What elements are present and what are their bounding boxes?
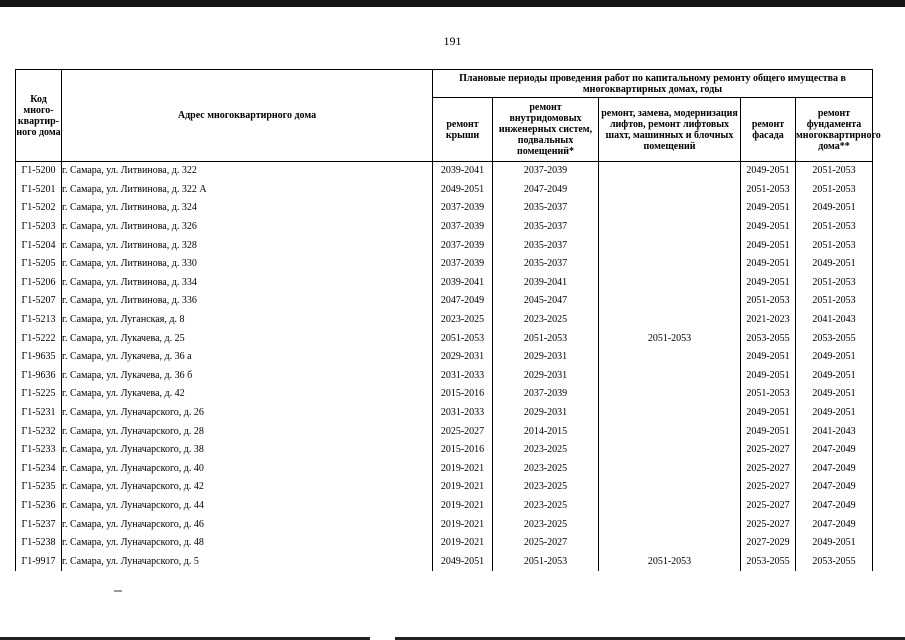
facade-period-cell: 2025-2027 <box>741 515 796 534</box>
house-code-cell: Г1-5233 <box>16 441 62 460</box>
facade-period-cell: 2053-2055 <box>741 552 796 571</box>
roof-period-cell: 2019-2021 <box>433 497 493 516</box>
roof-period-cell: 2051-2053 <box>433 329 493 348</box>
facade-period-cell: 2051-2053 <box>741 292 796 311</box>
address-cell: г. Самара, ул. Луначарского, д. 46 <box>62 515 433 534</box>
table-row <box>16 422 873 441</box>
facade-period-cell: 2049-2051 <box>741 218 796 237</box>
table-row <box>16 236 873 255</box>
facade-period-cell: 2049-2051 <box>741 162 796 181</box>
facade-period-cell: 2049-2051 <box>741 404 796 423</box>
facade-period-cell: 2049-2051 <box>741 422 796 441</box>
elevators-period-cell <box>599 199 741 218</box>
systems-period-cell: 2035-2037 <box>493 236 599 255</box>
table-row <box>16 162 873 181</box>
elevators-period-cell <box>599 311 741 330</box>
roof-period-cell: 2037-2039 <box>433 236 493 255</box>
elevators-period-cell <box>599 515 741 534</box>
foundation-period-cell: 2049-2051 <box>796 534 873 553</box>
address-cell: г. Самара, ул. Литвинова, д. 322 <box>62 162 433 181</box>
facade-period-cell: 2049-2051 <box>741 199 796 218</box>
facade-period-cell: 2027-2029 <box>741 534 796 553</box>
facade-period-cell: 2025-2027 <box>741 460 796 479</box>
foundation-period-cell: 2049-2051 <box>796 348 873 367</box>
table-row <box>16 199 873 218</box>
house-code-cell: Г1-5236 <box>16 497 62 516</box>
roof-period-cell: 2049-2051 <box>433 552 493 571</box>
scan-top-border <box>0 0 905 7</box>
address-cell: г. Самара, ул. Луначарского, д. 40 <box>62 460 433 479</box>
roof-period-cell: 2019-2021 <box>433 534 493 553</box>
facade-period-cell: 2053-2055 <box>741 329 796 348</box>
foundation-period-cell: 2051-2053 <box>796 292 873 311</box>
address-cell: г. Самара, ул. Лукачева, д. 25 <box>62 329 433 348</box>
table-row <box>16 441 873 460</box>
foundation-period-cell: 2041-2043 <box>796 422 873 441</box>
systems-period-cell: 2023-2025 <box>493 460 599 479</box>
systems-period-cell: 2045-2047 <box>493 292 599 311</box>
foundation-period-cell: 2049-2051 <box>796 255 873 274</box>
foundation-period-cell: 2051-2053 <box>796 162 873 181</box>
systems-period-cell: 2035-2037 <box>493 255 599 274</box>
house-code-cell: Г1-5213 <box>16 311 62 330</box>
elevators-period-cell <box>599 422 741 441</box>
table-row <box>16 552 873 571</box>
elevators-period-cell <box>599 460 741 479</box>
address-cell: г. Самара, ул. Литвинова, д. 328 <box>62 236 433 255</box>
systems-period-cell: 2023-2025 <box>493 515 599 534</box>
systems-period-cell: 2037-2039 <box>493 385 599 404</box>
foundation-period-cell: 2047-2049 <box>796 460 873 479</box>
house-code-cell: Г1-5237 <box>16 515 62 534</box>
table-row <box>16 497 873 516</box>
header-roof-repair: ремонт крыши <box>433 98 493 162</box>
elevators-period-cell <box>599 478 741 497</box>
table-row <box>16 478 873 497</box>
address-cell: г. Самара, ул. Луначарского, д. 42 <box>62 478 433 497</box>
roof-period-cell: 2029-2031 <box>433 348 493 367</box>
header-house-code: Код много-квартир-ного дома <box>16 70 62 162</box>
address-cell: г. Самара, ул. Луначарского, д. 26 <box>62 404 433 423</box>
roof-period-cell: 2049-2051 <box>433 181 493 200</box>
foundation-period-cell: 2051-2053 <box>796 181 873 200</box>
table-row <box>16 311 873 330</box>
header-planned-periods: Плановые периоды проведения работ по капитальному ремонту общего имущества в многоквартирных домах, годы <box>433 70 873 98</box>
elevators-period-cell <box>599 255 741 274</box>
elevators-period-cell <box>599 292 741 311</box>
facade-period-cell: 2049-2051 <box>741 236 796 255</box>
systems-period-cell: 2035-2037 <box>493 218 599 237</box>
table-row <box>16 218 873 237</box>
elevators-period-cell <box>599 367 741 386</box>
foundation-period-cell: 2047-2049 <box>796 441 873 460</box>
table-row <box>16 367 873 386</box>
table-row <box>16 460 873 479</box>
systems-period-cell: 2023-2025 <box>493 497 599 516</box>
systems-period-cell: 2029-2031 <box>493 367 599 386</box>
systems-period-cell: 2025-2027 <box>493 534 599 553</box>
systems-period-cell: 2023-2025 <box>493 478 599 497</box>
table-row <box>16 404 873 423</box>
roof-period-cell: 2023-2025 <box>433 311 493 330</box>
elevators-period-cell <box>599 181 741 200</box>
roof-period-cell: 2031-2033 <box>433 404 493 423</box>
elevators-period-cell: 2051-2053 <box>599 552 741 571</box>
roof-period-cell: 2037-2039 <box>433 199 493 218</box>
scan-speck <box>114 590 122 592</box>
foundation-period-cell: 2049-2051 <box>796 404 873 423</box>
roof-period-cell: 2047-2049 <box>433 292 493 311</box>
facade-period-cell: 2025-2027 <box>741 441 796 460</box>
elevators-period-cell <box>599 236 741 255</box>
address-cell: г. Самара, ул. Лукачева, д. 42 <box>62 385 433 404</box>
page-number: 191 <box>443 34 462 48</box>
header-elevators: ремонт, замена, модернизация лифтов, ремонт лифтовых шахт, машинных и блочных помещений <box>599 98 741 162</box>
facade-period-cell: 2049-2051 <box>741 348 796 367</box>
house-code-cell: Г1-5232 <box>16 422 62 441</box>
house-code-cell: Г1-9635 <box>16 348 62 367</box>
systems-period-cell: 2051-2053 <box>493 329 599 348</box>
foundation-period-cell: 2047-2049 <box>796 515 873 534</box>
systems-period-cell: 2051-2053 <box>493 552 599 571</box>
facade-period-cell: 2025-2027 <box>741 497 796 516</box>
address-cell: г. Самара, ул. Литвинова, д. 330 <box>62 255 433 274</box>
address-cell: г. Самара, ул. Луначарского, д. 48 <box>62 534 433 553</box>
table-row <box>16 181 873 200</box>
roof-period-cell: 2031-2033 <box>433 367 493 386</box>
facade-period-cell: 2049-2051 <box>741 255 796 274</box>
address-cell: г. Самара, ул. Луначарского, д. 38 <box>62 441 433 460</box>
facade-period-cell: 2025-2027 <box>741 478 796 497</box>
table-row <box>16 292 873 311</box>
systems-period-cell: 2023-2025 <box>493 311 599 330</box>
roof-period-cell: 2015-2016 <box>433 441 493 460</box>
table-row <box>16 515 873 534</box>
address-cell: г. Самара, ул. Луначарского, д. 5 <box>62 552 433 571</box>
foundation-period-cell: 2047-2049 <box>796 478 873 497</box>
address-cell: г. Самара, ул. Луганская, д. 8 <box>62 311 433 330</box>
capital-repair-table <box>15 69 881 571</box>
house-code-cell: Г1-9917 <box>16 552 62 571</box>
roof-period-cell: 2037-2039 <box>433 218 493 237</box>
roof-period-cell: 2037-2039 <box>433 255 493 274</box>
facade-period-cell: 2021-2023 <box>741 311 796 330</box>
elevators-period-cell <box>599 274 741 293</box>
facade-period-cell: 2051-2053 <box>741 181 796 200</box>
roof-period-cell: 2025-2027 <box>433 422 493 441</box>
table-body <box>16 162 873 572</box>
house-code-cell: Г1-5222 <box>16 329 62 348</box>
house-code-cell: Г1-5238 <box>16 534 62 553</box>
house-code-cell: Г1-5206 <box>16 274 62 293</box>
address-cell: г. Самара, ул. Литвинова, д. 336 <box>62 292 433 311</box>
header-address: Адрес многоквартирного дома <box>62 70 433 162</box>
house-code-cell: Г1-5207 <box>16 292 62 311</box>
facade-period-cell: 2051-2053 <box>741 385 796 404</box>
foundation-period-cell: 2049-2051 <box>796 385 873 404</box>
foundation-period-cell: 2051-2053 <box>796 218 873 237</box>
house-code-cell: Г1-5231 <box>16 404 62 423</box>
elevators-period-cell <box>599 162 741 181</box>
table-row <box>16 534 873 553</box>
elevators-period-cell <box>599 404 741 423</box>
header-engineering-systems: ремонт внутридомовых инженерных систем, подвальных помещений* <box>493 98 599 162</box>
address-cell: г. Самара, ул. Луначарского, д. 44 <box>62 497 433 516</box>
address-cell: г. Самара, ул. Литвинова, д. 334 <box>62 274 433 293</box>
house-code-cell: Г1-5204 <box>16 236 62 255</box>
facade-period-cell: 2049-2051 <box>741 274 796 293</box>
foundation-period-cell: 2053-2055 <box>796 329 873 348</box>
roof-period-cell: 2039-2041 <box>433 162 493 181</box>
foundation-period-cell: 2049-2051 <box>796 199 873 218</box>
roof-period-cell: 2019-2021 <box>433 515 493 534</box>
systems-period-cell: 2037-2039 <box>493 162 599 181</box>
elevators-period-cell <box>599 385 741 404</box>
house-code-cell: Г1-5234 <box>16 460 62 479</box>
house-code-cell: Г1-5205 <box>16 255 62 274</box>
systems-period-cell: 2014-2015 <box>493 422 599 441</box>
systems-period-cell: 2047-2049 <box>493 181 599 200</box>
systems-period-cell: 2039-2041 <box>493 274 599 293</box>
house-code-cell: Г1-5225 <box>16 385 62 404</box>
elevators-period-cell <box>599 497 741 516</box>
table-row <box>16 255 873 274</box>
foundation-period-cell: 2051-2053 <box>796 236 873 255</box>
house-code-cell: Г1-5200 <box>16 162 62 181</box>
table-row <box>16 348 873 367</box>
house-code-cell: Г1-5203 <box>16 218 62 237</box>
address-cell: г. Самара, ул. Лукачева, д. 36 а <box>62 348 433 367</box>
table-row <box>16 329 873 348</box>
house-code-cell: Г1-5202 <box>16 199 62 218</box>
foundation-period-cell: 2049-2051 <box>796 367 873 386</box>
address-cell: г. Самара, ул. Литвинова, д. 322 А <box>62 181 433 200</box>
elevators-period-cell <box>599 441 741 460</box>
elevators-period-cell <box>599 218 741 237</box>
elevators-period-cell <box>599 534 741 553</box>
address-cell: г. Самара, ул. Лукачева, д. 36 б <box>62 367 433 386</box>
systems-period-cell: 2029-2031 <box>493 348 599 367</box>
systems-period-cell: 2029-2031 <box>493 404 599 423</box>
elevators-period-cell: 2051-2053 <box>599 329 741 348</box>
header-foundation: ремонт фундамента многоквартирного дома** <box>796 98 873 162</box>
roof-period-cell: 2039-2041 <box>433 274 493 293</box>
address-cell: г. Самара, ул. Литвинова, д. 326 <box>62 218 433 237</box>
house-code-cell: Г1-5235 <box>16 478 62 497</box>
roof-period-cell: 2019-2021 <box>433 460 493 479</box>
foundation-period-cell: 2051-2053 <box>796 274 873 293</box>
elevators-period-cell <box>599 348 741 367</box>
address-cell: г. Самара, ул. Литвинова, д. 324 <box>62 199 433 218</box>
foundation-period-cell: 2047-2049 <box>796 497 873 516</box>
systems-period-cell: 2035-2037 <box>493 199 599 218</box>
house-code-cell: Г1-5201 <box>16 181 62 200</box>
roof-period-cell: 2019-2021 <box>433 478 493 497</box>
address-cell: г. Самара, ул. Луначарского, д. 28 <box>62 422 433 441</box>
facade-period-cell: 2049-2051 <box>741 367 796 386</box>
header-facade: ремонт фасада <box>741 98 796 162</box>
house-code-cell: Г1-9636 <box>16 367 62 386</box>
table-row <box>16 385 873 404</box>
foundation-period-cell: 2053-2055 <box>796 552 873 571</box>
table-row <box>16 274 873 293</box>
foundation-period-cell: 2041-2043 <box>796 311 873 330</box>
systems-period-cell: 2023-2025 <box>493 441 599 460</box>
roof-period-cell: 2015-2016 <box>433 385 493 404</box>
